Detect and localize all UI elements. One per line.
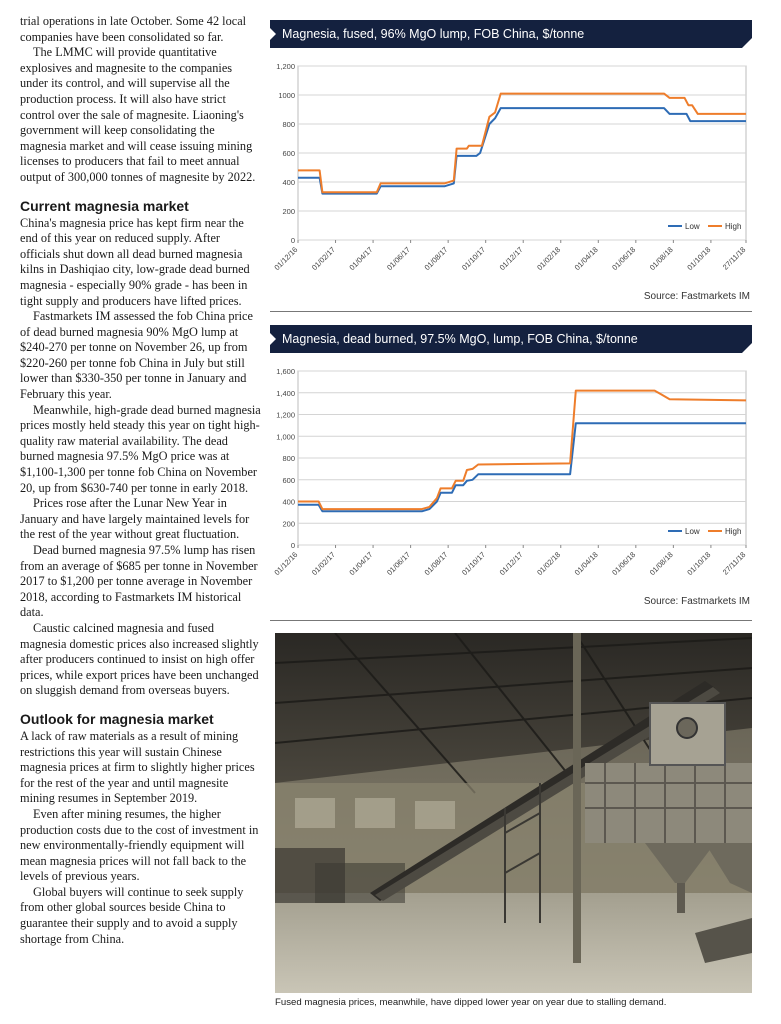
chart-title-bar bbox=[270, 325, 752, 353]
x-tick-label: 01/06/18 bbox=[610, 245, 638, 273]
x-tick-label: 01/04/18 bbox=[572, 245, 600, 273]
paragraph: China's magnesia price has kept firm near the end of this year on reduced supply. After officials shut down all dead burned magnesia kilns in Dashiqiao city, low-grade dead burned magnesia - especially 90% grade - has been in tight supply and producers have lifted prices. bbox=[20, 215, 250, 308]
x-tick-label: 01/08/17 bbox=[422, 550, 450, 578]
x-tick-label: 27/11/18 bbox=[720, 550, 748, 577]
x-tick-label: 01/04/18 bbox=[572, 550, 600, 578]
x-tick-label: 01/08/17 bbox=[422, 245, 450, 273]
y-tick-label: 0 bbox=[290, 541, 295, 550]
fused-magnesia-line-chart bbox=[270, 48, 752, 286]
legend-label-low: Low bbox=[685, 527, 700, 536]
section-heading-outlook: Outlook for magnesia market bbox=[20, 710, 214, 727]
paragraph: Even after mining resumes, the higher production costs due to the cost of investment in new environmentally-friendly equipment will mean magnesia prices will not fall back to the levels of previous years. bbox=[20, 806, 259, 884]
legend-label-high: High bbox=[725, 222, 742, 231]
x-tick-label: 01/02/18 bbox=[535, 550, 563, 578]
y-tick-label: 600 bbox=[282, 149, 295, 158]
y-tick-label: 0 bbox=[290, 236, 295, 245]
chart-source: Source: Fastmarkets IM bbox=[643, 291, 750, 302]
x-tick-label: 01/06/17 bbox=[385, 550, 413, 578]
paragraph: The LMMC will provide quantitative explosives and magnesite to the companies under its control, and will supervise all the production process. It will also have strict control over the sale of magnesite. Liaoning's government will keep consolidating the magnesia market and will cease issuing mining licenses to producers that fail to meet annual output of 300,000 tonnes of magnesite by 2022. bbox=[20, 45, 256, 184]
paragraph: Fastmarkets IM assessed the fob China price of dead burned magnesia 90% MgO lump at $240-270 per tonne on November 26, up from $220-260 per tonne fob China in July but still lower than $330-350 per tonne in January and February this year. bbox=[20, 309, 253, 402]
paragraph: Meanwhile, high-grade dead burned magnesia prices mostly held steady this year on tight high-quality raw material availability. The dead burned magnesia 97.5% MgO price was at $1,100-1,300 per tonne fob China on November 20, up from $630-740 per tonne in early 2018. bbox=[20, 402, 261, 495]
section-heading-current-market: Current magnesia market bbox=[20, 197, 189, 214]
y-tick-label: 1,200 bbox=[276, 62, 295, 71]
y-tick-label: 1,600 bbox=[276, 367, 295, 376]
paragraph: Global buyers will continue to seek supply from other global sources beside China to guarantee their supply and to avoid a supply shortage from China. bbox=[20, 884, 244, 946]
dead-burned-magnesia-chart bbox=[270, 325, 752, 607]
title-arrow-icon bbox=[270, 333, 276, 345]
chart-title: Magnesia, dead burned, 97.5% MgO, lump, FOB China, $/tonne bbox=[282, 332, 638, 346]
photo-caption: Fused magnesia prices, meanwhile, have dipped lower year on year due to stalling demand. bbox=[275, 997, 667, 1008]
x-tick-label: 01/04/17 bbox=[347, 550, 375, 578]
x-tick-label: 01/12/17 bbox=[497, 245, 525, 273]
y-tick-label: 1,000 bbox=[276, 432, 295, 442]
article-column bbox=[20, 14, 263, 947]
fused-magnesia-chart bbox=[270, 20, 752, 302]
x-tick-label: 01/10/17 bbox=[460, 550, 488, 578]
y-tick-label: 600 bbox=[282, 475, 295, 485]
x-tick-label: 01/12/16 bbox=[272, 245, 300, 273]
chart-title: Magnesia, fused, 96% MgO lump, FOB China, $/tonne bbox=[282, 27, 585, 41]
legend-label-high: High bbox=[725, 527, 742, 536]
chart-title-bar bbox=[270, 20, 752, 48]
x-tick-label: 01/02/18 bbox=[535, 245, 563, 273]
title-corner-notch bbox=[742, 343, 752, 353]
series-line-low bbox=[298, 108, 746, 194]
series-line-high bbox=[298, 391, 746, 510]
y-tick-label: 800 bbox=[282, 120, 295, 129]
x-tick-label: 01/02/17 bbox=[309, 550, 337, 578]
x-tick-label: 27/11/18 bbox=[720, 245, 748, 272]
paragraph: Caustic calcined magnesia and fused magnesia domestic prices also increased slightly after producers continued to insist on high offer prices, while export prices have been unchanged on sluggish demand from overseas buyers. bbox=[20, 620, 259, 698]
factory-photo bbox=[275, 633, 752, 993]
y-tick-label: 1,200 bbox=[276, 410, 295, 420]
factory-interior-image bbox=[275, 633, 752, 993]
x-tick-label: 01/04/17 bbox=[347, 245, 375, 273]
x-tick-label: 01/06/17 bbox=[385, 245, 413, 273]
y-tick-label: 400 bbox=[282, 178, 295, 187]
y-tick-label: 800 bbox=[282, 454, 295, 463]
x-tick-label: 01/12/16 bbox=[272, 550, 300, 578]
paragraph: A lack of raw materials as a result of mining restrictions this year will sustain Chinese magnesia prices at firm to slightly higher prices for the rest of the year and until magnesite mining resumes in September 2019. bbox=[20, 728, 255, 806]
x-tick-label: 01/12/17 bbox=[497, 550, 525, 578]
x-tick-label: 01/10/17 bbox=[460, 245, 488, 273]
paragraph: trial operations in late October. Some 42 local companies have been consolidated so far. bbox=[20, 14, 247, 44]
legend-label-low: Low bbox=[685, 222, 700, 231]
paragraph: Prices rose after the Lunar New Year in January and have largely maintained levels for the rest of the year without great fluctuation. bbox=[20, 496, 250, 542]
y-tick-label: 200 bbox=[282, 207, 295, 216]
x-tick-label: 01/10/18 bbox=[685, 550, 713, 578]
y-tick-label: 1000 bbox=[278, 91, 295, 100]
x-tick-label: 01/08/18 bbox=[647, 245, 675, 273]
x-tick-label: 01/02/17 bbox=[309, 245, 337, 273]
chart-source: Source: Fastmarkets IM bbox=[643, 596, 750, 607]
divider bbox=[270, 311, 752, 312]
dead-burned-magnesia-line-chart bbox=[270, 353, 752, 591]
divider bbox=[270, 620, 752, 621]
x-tick-label: 01/08/18 bbox=[647, 550, 675, 578]
x-tick-label: 01/06/18 bbox=[610, 550, 638, 578]
x-tick-label: 01/10/18 bbox=[685, 245, 713, 273]
title-arrow-icon bbox=[270, 28, 276, 40]
paragraph: Dead burned magnesia 97.5% lump has risen from an average of $685 per tonne in November 2017 to $1,200 per tonne average in November 2018, according to Fastmarkets IM historical data. bbox=[20, 543, 258, 620]
title-corner-notch bbox=[742, 38, 752, 48]
y-tick-label: 200 bbox=[282, 519, 295, 529]
y-tick-label: 400 bbox=[282, 497, 295, 507]
y-tick-label: 1,400 bbox=[276, 388, 295, 398]
